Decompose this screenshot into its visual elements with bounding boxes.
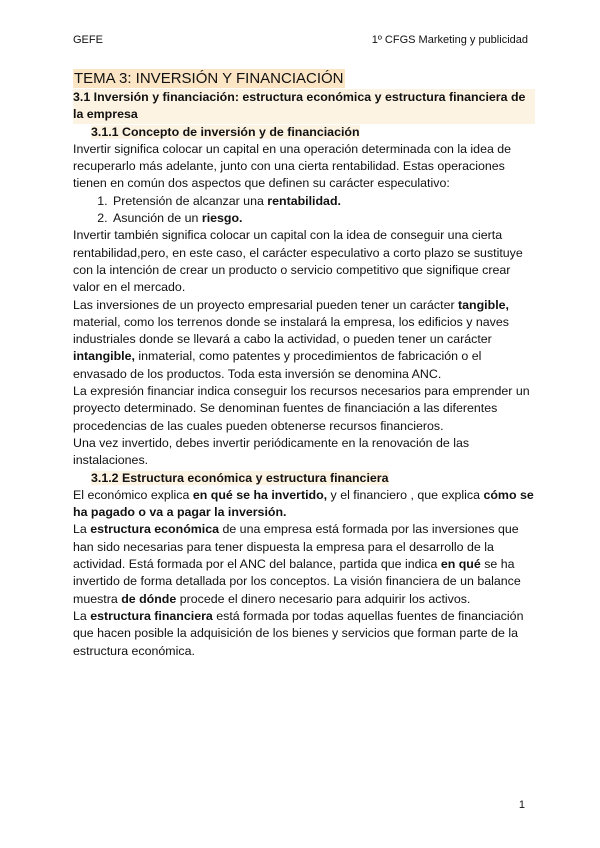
header-left: GEFE — [73, 34, 103, 46]
subsection-heading-1: 3.1.1 Concepto de inversión y de financiación — [91, 124, 360, 139]
paragraph: Una vez invertido, debes invertir periódicamente en la renovación de las instalaciones. — [73, 435, 470, 468]
paragraph: Las inversiones de un proyecto empresarial pueden tener un carácter tangible, material, como los terrenos donde se instalará la empresa, los edificios y naves industriales donde se llevará a cabo la actividad, o pueden tener un carácter intangible, inmaterial, como patentes y procedimientos de fabricación o el envasado de los productos. Toda esta inversión se denomina ANC. — [73, 297, 509, 381]
paragraph: La estructura financiera está formada por todas aquellas fuentes de financiación que hacen posible la adquisición de los bienes y servicios que forman parte de la estructura económica. — [73, 608, 524, 658]
page-number: 1 — [518, 799, 525, 811]
page-title: TEMA 3: INVERSIÓN Y FINANCIACIÓN — [74, 70, 344, 87]
document-body — [73, 69, 535, 660]
paragraph: Invertir significa colocar un capital en una operación determinada con la idea de recuperarlo más adelante, junto con una cierta rentabilidad. Estas operaciones tienen en común dos aspectos que definen su carácter especulativo: — [73, 141, 512, 191]
list-item: 1. Pretensión de alcanzar una rentabilidad. — [111, 193, 535, 210]
header-right: 1º CFGS Marketing y publicidad — [371, 34, 528, 46]
paragraph: La estructura económica de una empresa está formada por las inversiones que han sido necesarias para tener dispuesta la empresa para el desarrollo de la actividad. Está formada por el ANC del balance, partida que indica en qué se ha invertido de forma detallada por los conceptos. La visión financiera de un balance muestra de dónde procede el dinero necesario para adquirir los activos. — [73, 522, 521, 606]
section-heading: 3.1 Inversión y financiación: estructura económica y estructura financiera de la empresa — [73, 89, 535, 124]
subsection-heading-2: 3.1.2 Estructura económica y estructura financiera — [91, 470, 389, 485]
list-item: 2. Asunción de un riesgo. — [111, 210, 535, 227]
paragraph: La expresión financiar indica conseguir los recursos necesarios para emprender un proyecto determinado. Se denominan fuentes de financiación a las diferentes procedencias de las cuales pueden obtenerse recursos financieros. — [73, 384, 530, 433]
paragraph: Invertir también significa colocar un capital con la idea de conseguir una cierta rentabilidad,pero, en este caso, el carácter especulativo a corto plazo se sustituye con la intención de crear un producto o servicio competitivo que signifique crear valor en el mercado. — [73, 228, 523, 295]
numbered-list — [73, 193, 535, 228]
paragraph: El económico explica en qué se ha invertido, y el financiero , que explica cómo se ha pagado o va a pagar la inversión. — [73, 487, 534, 520]
